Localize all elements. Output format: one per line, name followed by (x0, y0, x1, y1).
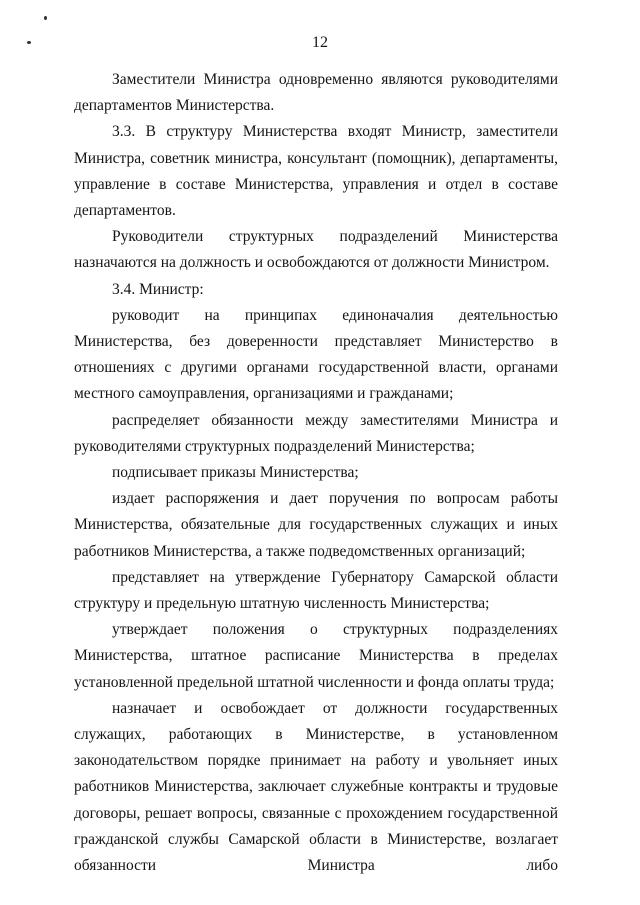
scan-speck (44, 16, 47, 20)
page-number: 12 (312, 34, 328, 51)
paragraph: руководит на принципах единоначалия деятельностью Министерства, без доверенности представляет Министерство в отношениях с другими органами государственной власти, органами местного самоуправления, организациями и гражданами; (74, 306, 558, 403)
paragraph: издает распоряжения и дает поручения по вопросам работы Министерства, обязательные для государственных служащих и иных работников Министерства, а также подведомственных организаций; (74, 490, 558, 560)
paragraph: Заместители Министра одновременно являются руководителями департаментов Министерства. (74, 71, 558, 115)
paragraph: 3.3. В структуру Министерства входят Министр, заместители Министра, советник министра, консультант (помощник), департаменты, управление в составе Министерства, управления и отдел в составе департаментов. (74, 123, 558, 220)
paragraph: представляет на утверждение Губернатору Самарской области структуру и предельную штатную численность Министерства; (74, 568, 558, 613)
paragraph: подписывает приказы Министерства; (112, 464, 359, 482)
paragraph: назначает и освобождает от должности государственных служащих, работающих в Министерстве, в установленном законодательством порядке принимает на работу и увольняет иных работников Министерства, заключает служебные контракты и трудовые договоры, решает вопросы, связанные с прохождением государственной гражданской службы Самарской области в Министерстве, возлагает обязанности Министра либо (74, 699, 558, 875)
paragraph: утверждает положения о структурных подразделениях Министерства, штатное расписание Министерства в пределах установленной предельной штатной численности и фонда оплаты труда; (74, 621, 558, 691)
paragraph: распределяет обязанности между заместителями Министра и руководителями структурных подразделений Министерства; (74, 411, 558, 455)
paragraph: Руководители структурных подразделений Министерства назначаются на должность и освобождаются от должности Министром. (74, 228, 558, 272)
paragraph-heading: 3.4. Министр: (112, 280, 204, 298)
document-body (74, 67, 558, 879)
